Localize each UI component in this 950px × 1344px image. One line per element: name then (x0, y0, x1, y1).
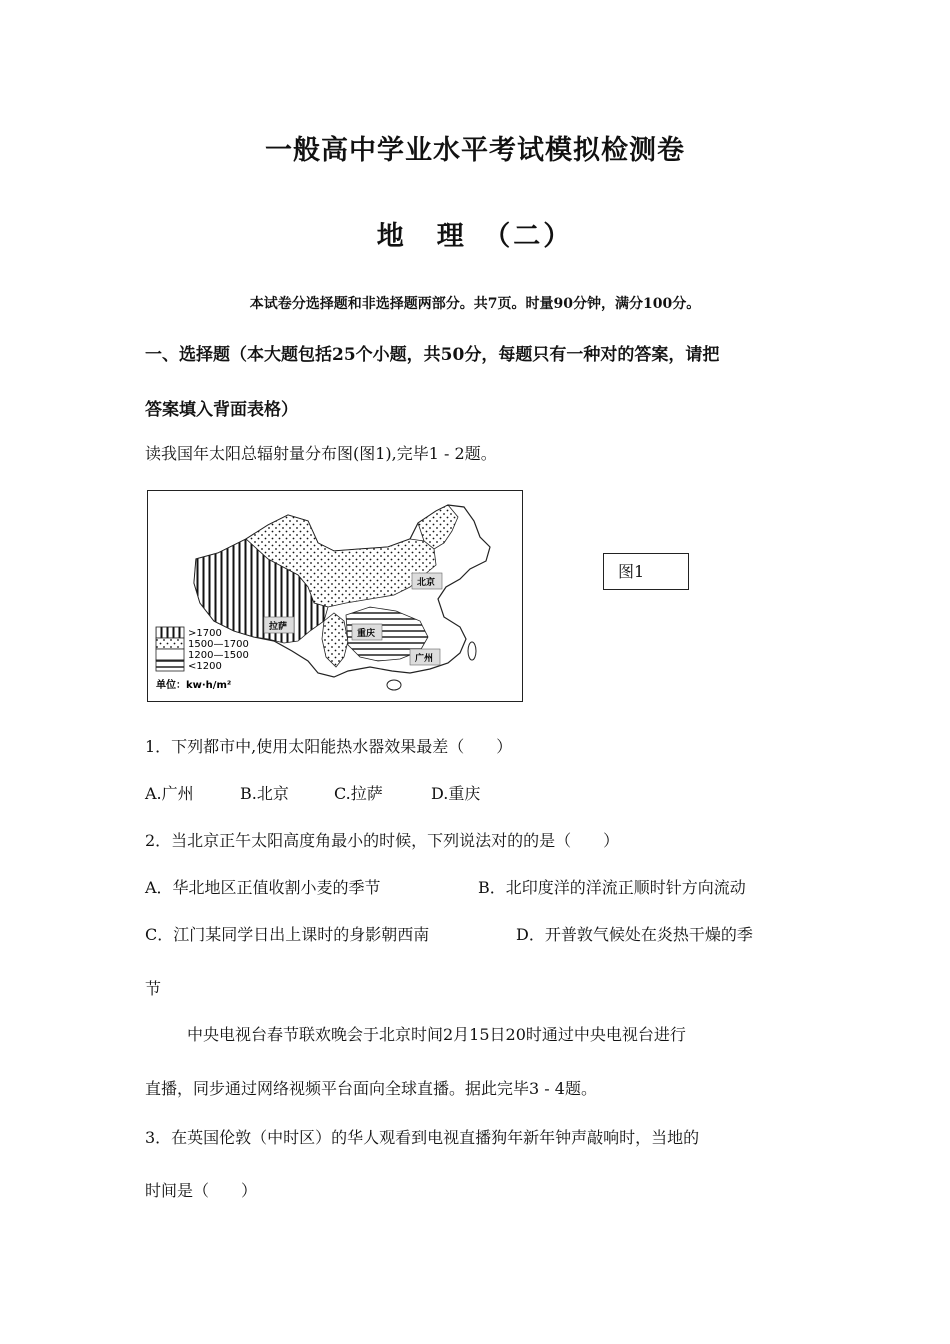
city-label-lhasa: 拉萨 (269, 621, 288, 631)
legend-item-4: <1200 (188, 661, 222, 672)
legend-unit: 单位：kw·h/m² (156, 680, 232, 691)
city-label-beijing: 北京 (417, 577, 436, 587)
figure-label-box (603, 553, 689, 590)
exam-intro: 本试卷分选择题和非选择题两部分。共7页。时量90分钟，满分100分。 (249, 296, 701, 312)
legend-swatch-horizontal (156, 660, 184, 671)
legend-swatch-dots (156, 638, 184, 649)
legend-item-1: >1700 (188, 628, 222, 639)
document-title: 一般高中学业水平考试模拟检测卷 (265, 135, 685, 166)
question-2-option-d: D．开普敦气候处在炎热干燥的季 (516, 925, 753, 944)
china-map-graphic (148, 491, 521, 700)
section-heading-line1: 一、选择题（本大题包括25个小题，共50分，每题只有一种对的答案，请把 (145, 345, 720, 365)
question-1-stem: 1．下列都市中,使用太阳能热水器效果最差（ ） (145, 737, 513, 756)
question-1-option-d: D.重庆 (431, 784, 481, 803)
figure-label: 图1 (618, 562, 645, 581)
question-2-option-b: B．北印度洋的洋流正顺时针方向流动 (478, 878, 746, 897)
question-2-option-a: A．华北地区正值收割小麦的季节 (145, 878, 381, 897)
question-1-option-b: B.北京 (240, 784, 289, 803)
legend-swatch-vertical (156, 627, 184, 638)
question-2-stem: 2．当北京正午太阳高度角最小的时候，下列说法对的的是（ ） (145, 831, 620, 850)
legend-item-2: 1500—1700 (188, 639, 249, 650)
legend-item-3: 1200—1500 (188, 650, 249, 661)
city-label-chongqing: 重庆 (357, 628, 376, 638)
figure-intro: 读我国年太阳总辐射量分布图(图1),完毕1 - 2题。 (145, 444, 497, 463)
city-label-guangzhou: 广州 (415, 653, 434, 663)
subject-title: 地 理 （二） (376, 221, 574, 252)
passage-line-1: 中央电视台春节联欢晚会于北京时间2月15日20时通过中央电视台进行 (187, 1025, 686, 1044)
question-1-option-c: C.拉萨 (334, 784, 383, 803)
question-1-option-a: A.广州 (145, 784, 194, 803)
question-3-stem-line-2: 时间是（ ） (145, 1181, 258, 1200)
question-2-option-c: C．江门某同学日出上课时的身影朝西南 (145, 925, 430, 944)
legend-swatch-blank (156, 649, 184, 660)
question-2-option-d-continued: 节 (145, 979, 162, 998)
section-heading-line2: 答案填入背面表格） (145, 400, 298, 420)
solar-radiation-map (147, 490, 523, 702)
map-legend (156, 627, 249, 691)
passage-line-2: 直播，同步通过网络视频平台面向全球直播。据此完毕3 - 4题。 (145, 1079, 597, 1098)
question-3-stem-line-1: 3．在英国伦敦（中时区）的华人观看到电视直播狗年新年钟声敲响时，当地的 (145, 1128, 700, 1147)
